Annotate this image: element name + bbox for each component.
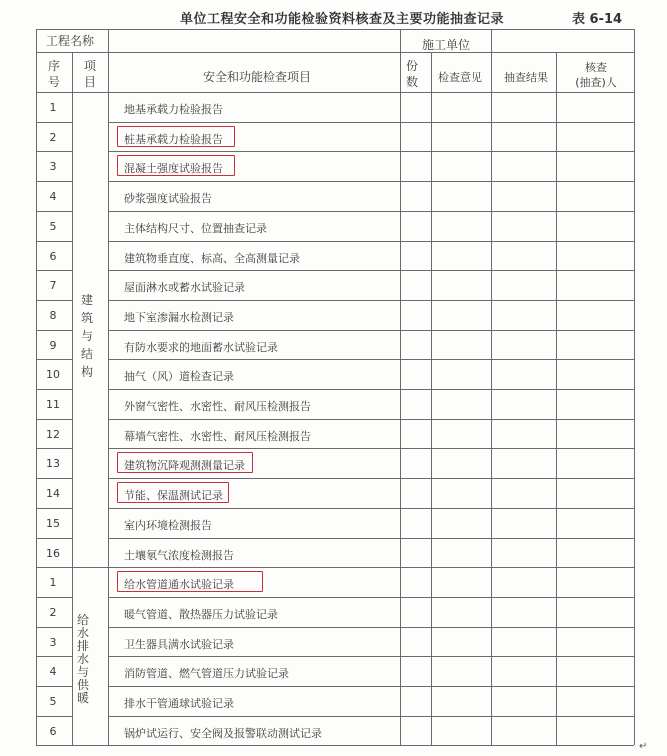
row-line — [108, 270, 634, 271]
grid-line — [108, 29, 109, 52]
check-item-text: 地基承载力检验报告 — [124, 103, 223, 116]
check-item-text: 幕墙气密性、水密性、耐风压检测报告 — [124, 429, 311, 443]
row-line — [36, 716, 72, 717]
check-item-text: 室内环境检测报告 — [124, 518, 212, 532]
opinion-header: 检查意见 — [438, 71, 482, 84]
red-highlight-box — [117, 452, 253, 473]
row-number: 1 — [49, 101, 57, 114]
check-item-text: 排水干管通球试验记录 — [124, 697, 234, 710]
row-line — [108, 567, 634, 568]
row-number: 9 — [49, 338, 57, 352]
paragraph-mark: ↵ — [639, 741, 648, 752]
column-line — [431, 52, 432, 745]
row-line — [36, 597, 72, 598]
red-highlight-box — [117, 571, 263, 592]
row-line — [36, 389, 72, 390]
row-number: 1 — [49, 576, 57, 590]
row-line — [36, 508, 72, 509]
column-line — [108, 52, 109, 745]
row-line — [36, 538, 72, 539]
row-line — [36, 270, 72, 271]
row-line — [72, 745, 108, 746]
row-line — [36, 241, 72, 242]
column-line — [400, 52, 401, 745]
spot-result-header: 抽查结果 — [504, 71, 548, 84]
row-line — [36, 686, 72, 687]
row-line — [108, 508, 634, 509]
row-number: 6 — [49, 249, 57, 263]
row-line — [36, 330, 72, 331]
document-title: 单位工程安全和功能检验资料核查及主要功能抽查记录 — [180, 12, 505, 27]
row-line — [108, 686, 634, 687]
row-number: 5 — [49, 695, 57, 708]
table-right-border — [634, 29, 635, 745]
check-item-text: 抽气（风）道检查记录 — [124, 370, 234, 384]
row-line — [36, 419, 72, 420]
check-item-text: 建筑物垂直度、标高、全高测量记录 — [124, 251, 300, 265]
row-number: 11 — [46, 398, 60, 411]
row-number: 14 — [46, 487, 60, 501]
check-item-text: 消防管道、燃气管道压力试验记录 — [124, 667, 289, 681]
check-item-text: 主体结构尺寸、位置抽查记录 — [124, 221, 267, 235]
red-highlight-box — [117, 482, 229, 503]
red-highlight-box — [117, 155, 235, 176]
row-number: 7 — [49, 279, 57, 293]
row-number: 6 — [49, 724, 57, 738]
row-number: 8 — [49, 308, 57, 322]
row-line — [36, 656, 72, 657]
row-line — [108, 300, 634, 301]
section-label-structure: 建 筑 与 结 构 — [80, 293, 93, 379]
row-line — [36, 151, 72, 152]
row-line — [108, 478, 634, 479]
row-number: 15 — [46, 516, 60, 530]
row-number: 5 — [49, 219, 57, 233]
seq-header: 序 号 — [47, 59, 60, 89]
row-number: 2 — [49, 605, 57, 619]
category-header: 项 目 — [83, 59, 96, 89]
check-item-text: 暖气管道、散热器压力试验记录 — [124, 607, 278, 621]
check-item-header: 安全和功能检查项目 — [203, 70, 312, 84]
row-line — [36, 448, 72, 449]
check-item-text: 屋面淋水或蓄水试验记录 — [124, 281, 245, 295]
check-item-text: 给水管道通水试验记录 — [124, 578, 234, 592]
section-label-plumbing: 给 水 排 水 与 供 暖 — [76, 613, 89, 705]
row-line — [36, 122, 72, 123]
row-line — [36, 211, 72, 212]
row-number: 13 — [46, 457, 60, 471]
check-item-text: 砂浆强度试验报告 — [124, 192, 212, 206]
row-line — [108, 211, 634, 212]
table-number: 表 6-14 — [572, 12, 623, 27]
table-top-border — [36, 29, 634, 30]
verifier-header: 核查 (抽查)人 — [575, 61, 617, 89]
row-line — [108, 716, 634, 717]
column-line — [491, 52, 492, 745]
row-line — [36, 300, 72, 301]
row-line — [108, 389, 634, 390]
check-item-text: 桩基承载力检验报告 — [124, 132, 223, 146]
check-item-text: 建筑物沉降观测测量记录 — [124, 459, 245, 473]
row-line — [36, 181, 72, 182]
row-number: 4 — [49, 190, 57, 204]
row-line — [36, 567, 72, 568]
red-highlight-box — [117, 126, 235, 147]
row-number: 4 — [49, 665, 57, 679]
check-item-text: 混凝土强度试验报告 — [124, 162, 223, 176]
row-line — [108, 656, 634, 657]
row-line — [36, 478, 72, 479]
row-line — [108, 538, 634, 539]
header-divider — [36, 52, 634, 53]
project-name-label: 工程名称 — [46, 34, 95, 48]
row-line — [36, 627, 72, 628]
row-line — [108, 597, 634, 598]
check-item-text: 土壤氡气浓度检测报告 — [124, 548, 234, 562]
row-line — [108, 627, 634, 628]
header-bottom-border — [36, 92, 634, 93]
row-number: 3 — [49, 160, 57, 174]
copies-header: 份 数 — [405, 59, 418, 89]
grid-line — [491, 29, 492, 52]
row-line — [108, 181, 634, 182]
column-line — [556, 52, 557, 745]
row-line — [108, 745, 634, 746]
check-item-text: 地下室渗漏水检测记录 — [124, 310, 234, 324]
row-line — [108, 448, 634, 449]
check-item-text: 卫生器具满水试验记录 — [124, 637, 234, 651]
row-line — [108, 359, 634, 360]
construction-unit-label: 施工单位 — [422, 38, 471, 52]
row-line — [36, 359, 72, 360]
row-number: 3 — [49, 635, 57, 649]
section-divider — [72, 567, 108, 568]
column-line — [72, 52, 73, 745]
check-item-text: 有防水要求的地面蓄水试验记录 — [124, 340, 278, 354]
row-line — [108, 122, 634, 123]
row-number: 2 — [49, 130, 57, 144]
table-left-border — [36, 29, 37, 745]
row-line — [108, 330, 634, 331]
row-number: 10 — [46, 368, 60, 382]
row-number: 16 — [46, 546, 60, 560]
row-line — [108, 419, 634, 420]
check-item-text: 外窗气密性、水密性、耐风压检测报告 — [124, 400, 311, 413]
row-line — [108, 151, 634, 152]
check-item-text: 节能、保温测试记录 — [124, 489, 223, 503]
row-number: 12 — [46, 427, 60, 441]
check-item-text: 锅炉试运行、安全阀及报警联动测试记录 — [124, 726, 322, 740]
grid-line — [400, 29, 401, 52]
row-line — [108, 241, 634, 242]
row-line — [36, 745, 72, 746]
